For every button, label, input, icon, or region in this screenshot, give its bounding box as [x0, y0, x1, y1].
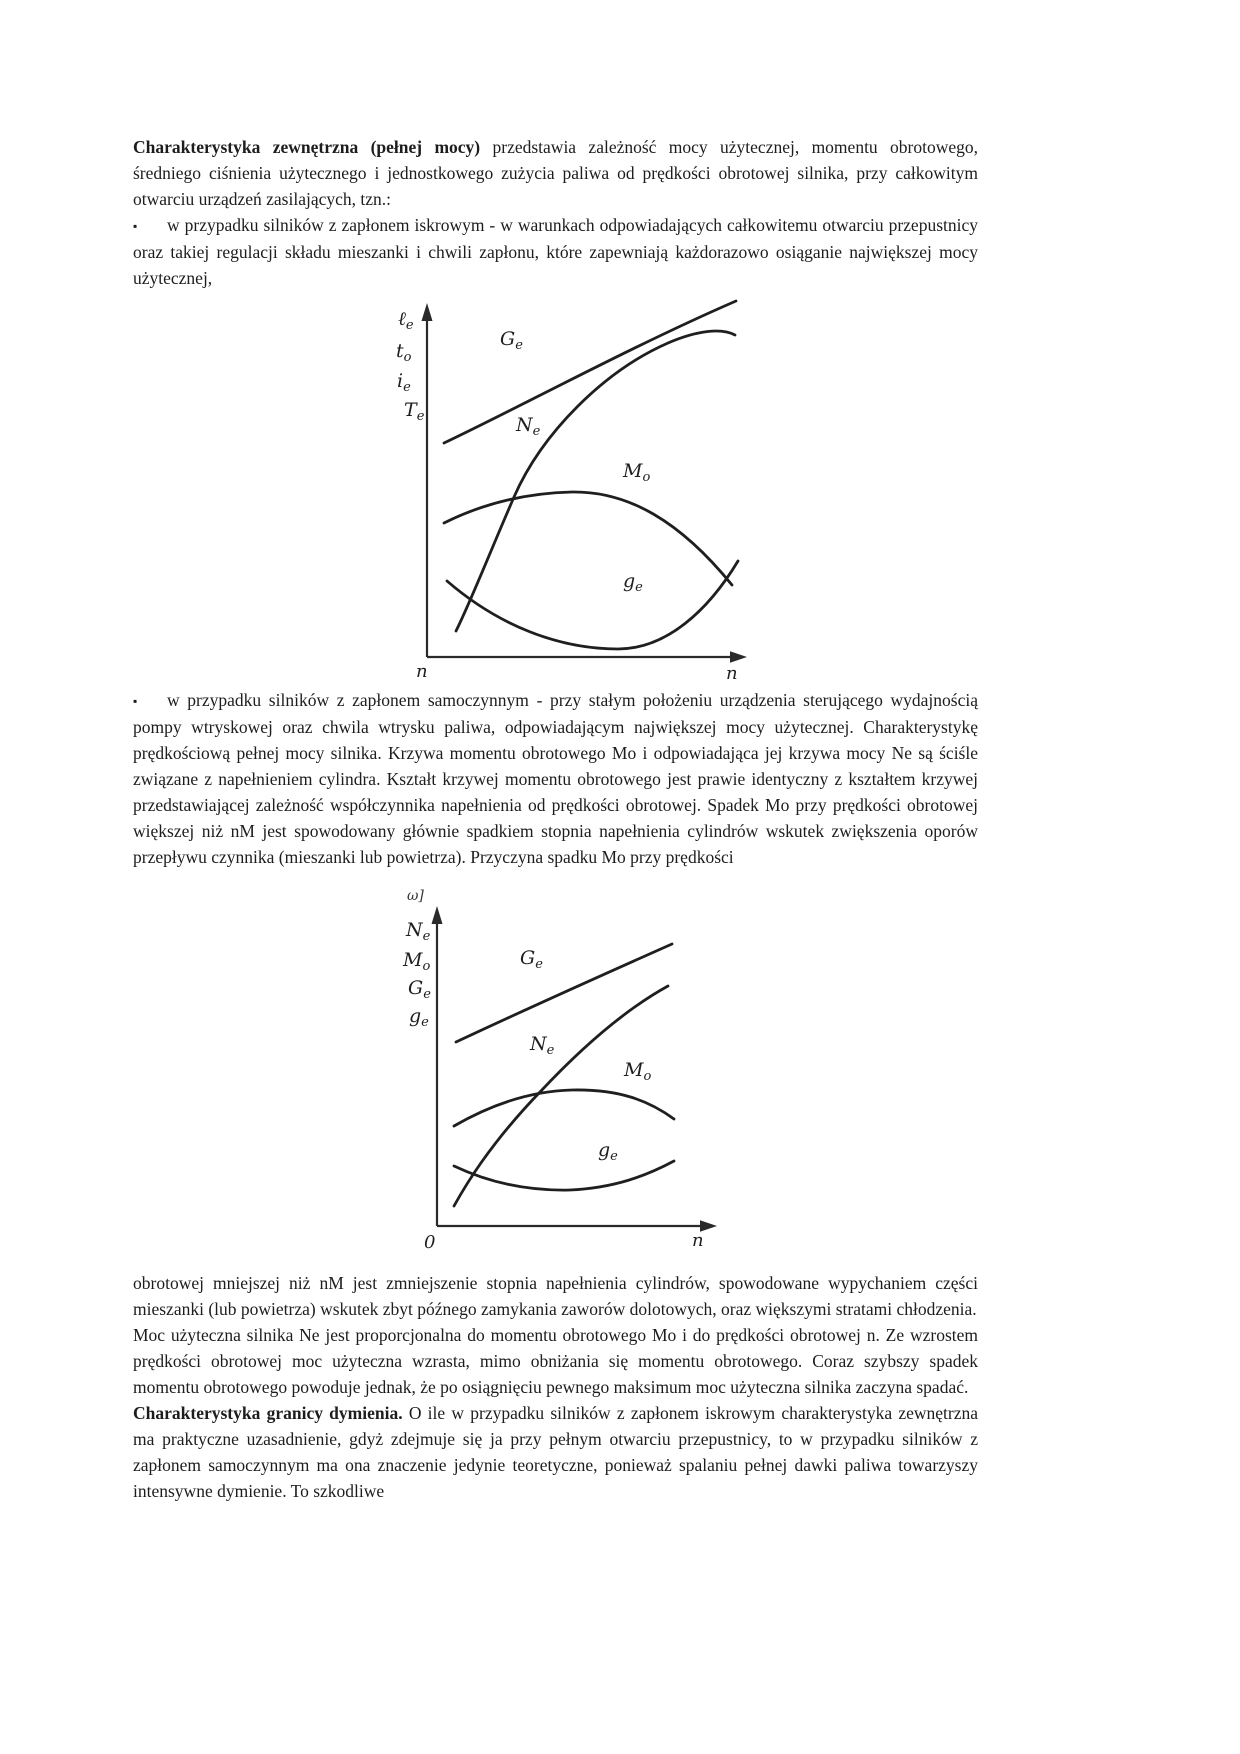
bullet-compression-ignition-text: w przypadku silników z zapłonem samoczynnym - przy stałym położeniu urządzenia sterującego wydajnością pompy wtryskowej oraz chwila wtrysku paliwa, odpowiadającym największej mocy użytecznej. Charakterystykę prędkościową pełnej mocy silnika. Krzywa momentu obrotowego Mo i odpowiadająca jej krzywa mocy Ne są ściśle związane z napełnieniem cylindra. Kształt krzywej momentu obrotowego jest prawie identyczny z kształtem krzywej przedstawiającej zależność współczynnika napełnienia od prędkości obrotowej. Spadek Mo przy prędkości obrotowej większej niż nM jest spowodowany głównie spadkiem stopnia napełnienia cylindrów wskutek zwiększenia oporów przepływu czynnika (mieszanki lub powietrza). Przyczyna spadku Mo przy prędkości [133, 690, 978, 867]
bullet-spark-ignition [133, 212, 978, 291]
fig2-y-label-Ne: $N_e$ [406, 919, 431, 944]
fig1-y-label-2: $t_o$ [396, 340, 412, 365]
paragraph-smoke-limit-text: O ile w przypadku silników z zapłonem iskrowym charakterystyka zewnętrzna ma praktyczne uzasadnienie, gdyż zdejmuje się ja przy pełnym otwarciu przepustnicy, to w przypadku silników z zapłonem samoczynnym ma ona znaczenie jedynie teoretyczne, ponieważ spalaniu pełnej dawki paliwa towarzyszy intensywne dymienie. To szkodliwe [133, 1403, 978, 1501]
paragraph-smoke-limit [133, 1400, 978, 1504]
bullet-square-icon: ▪ [133, 219, 138, 233]
fig2-x-origin-label: 0 [424, 1232, 436, 1253]
paragraph-intro-text: przedstawia zależność mocy użytecznej, momentu obrotowego, średniego ciśnienia użytecznego i jednostkowego zużycia paliwa od prędkości obrotowej silnika, przy całkowitym otwarciu urządzeń zasilających, tzn.: [133, 137, 979, 209]
fig1-x-axis-label: n [726, 663, 738, 684]
fig1-curve-Ge [444, 301, 736, 443]
fig2-curve-label-Mo: $M_o$ [624, 1059, 652, 1084]
fig1-curve-ge [447, 561, 738, 649]
fig1-curve-Mo [444, 492, 732, 585]
fig2-curve-ge [454, 1161, 674, 1190]
paragraph-continuation [133, 1270, 978, 1322]
fig2-curve-Mo [454, 1090, 674, 1126]
paragraph-intro-lead: Charakterystyka zewnętrzna (pełnej mocy) [133, 137, 481, 157]
fig1-curve-label-Ge: $G_e$ [500, 328, 523, 353]
fig2-cropped-label-artifact: ω] [407, 888, 424, 904]
fig1-curve-label-Mo: $M_o$ [623, 460, 651, 485]
fig2-curve-Ne [454, 986, 668, 1206]
fig2-curve-label-ge: $g_e$ [598, 1139, 618, 1164]
fig1-curve-label-ge: $g_e$ [623, 570, 643, 595]
paragraph-power-torque-text: Moc użyteczna silnika Ne jest proporcjonalna do momentu obrotowego Mo i do prędkości obrotowej n. Ze wzrostem prędkości obrotowej moc użyteczna wzrasta, mimo obniżania się momentu obrotowego. Coraz szybszy spadek momentu obrotowego powoduje jednak, że po osiągnięciu pewnego maksimum moc użyteczna silnika zaczyna spadać. [133, 1325, 978, 1397]
bullet-spark-ignition-text: w przypadku silników z zapłonem iskrowym - w warunkach odpowiadających całkowitemu otwarciu przepustnicy oraz takiej regulacji składu mieszanki i chwili zapłonu, które zapewniają każdorazowo osiąganie największej mocy użytecznej, [133, 215, 978, 288]
bullet-square-icon: ▪ [133, 694, 138, 708]
fig1-curve-label-Ne: $N_e$ [516, 414, 541, 439]
fig1-x-origin-label: n [416, 661, 428, 682]
figure-full-power-characteristic-2 [380, 884, 760, 1262]
fig1-y-label-1: ℓ$_e$ [398, 308, 414, 333]
fig2-y-label-Mo: $M_o$ [403, 949, 431, 974]
bullet-compression-ignition [133, 687, 978, 870]
fig2-y-label-Ge: $G_e$ [408, 977, 431, 1002]
figure-external-characteristic-1 [380, 295, 760, 685]
fig2-curve-Ge [456, 944, 672, 1042]
fig2-curve-label-Ge: $G_e$ [520, 947, 543, 972]
fig1-y-label-3: $i_e$ [397, 370, 411, 395]
fig2-y-label-ge: $g_e$ [409, 1005, 429, 1030]
fig1-x-axis-arrow-icon [730, 651, 747, 663]
paragraph-power-torque [133, 1322, 978, 1400]
fig2-curve-label-Ne: $N_e$ [530, 1033, 555, 1058]
fig2-x-axis-label: n [692, 1230, 704, 1251]
fig2-y-axis-arrow-icon [432, 906, 443, 924]
paragraph-intro [133, 134, 978, 212]
paragraph-smoke-limit-lead: Charakterystyka granicy dymienia. [133, 1403, 403, 1423]
text-column [133, 134, 978, 1504]
paragraph-continuation-text: obrotowej mniejszej niż nM jest zmniejszenie stopnia napełnienia cylindrów, spowodowane wypychaniem części mieszanki (lub powietrza) wskutek zbyt późnego zamykania zaworów dolotowych, oraz większymi stratami chłodzenia. [133, 1273, 978, 1319]
fig1-y-label-4: $T_e$ [404, 399, 425, 424]
fig1-y-axis-arrow-icon [422, 303, 433, 321]
fig1-curve-Ne [456, 331, 735, 631]
